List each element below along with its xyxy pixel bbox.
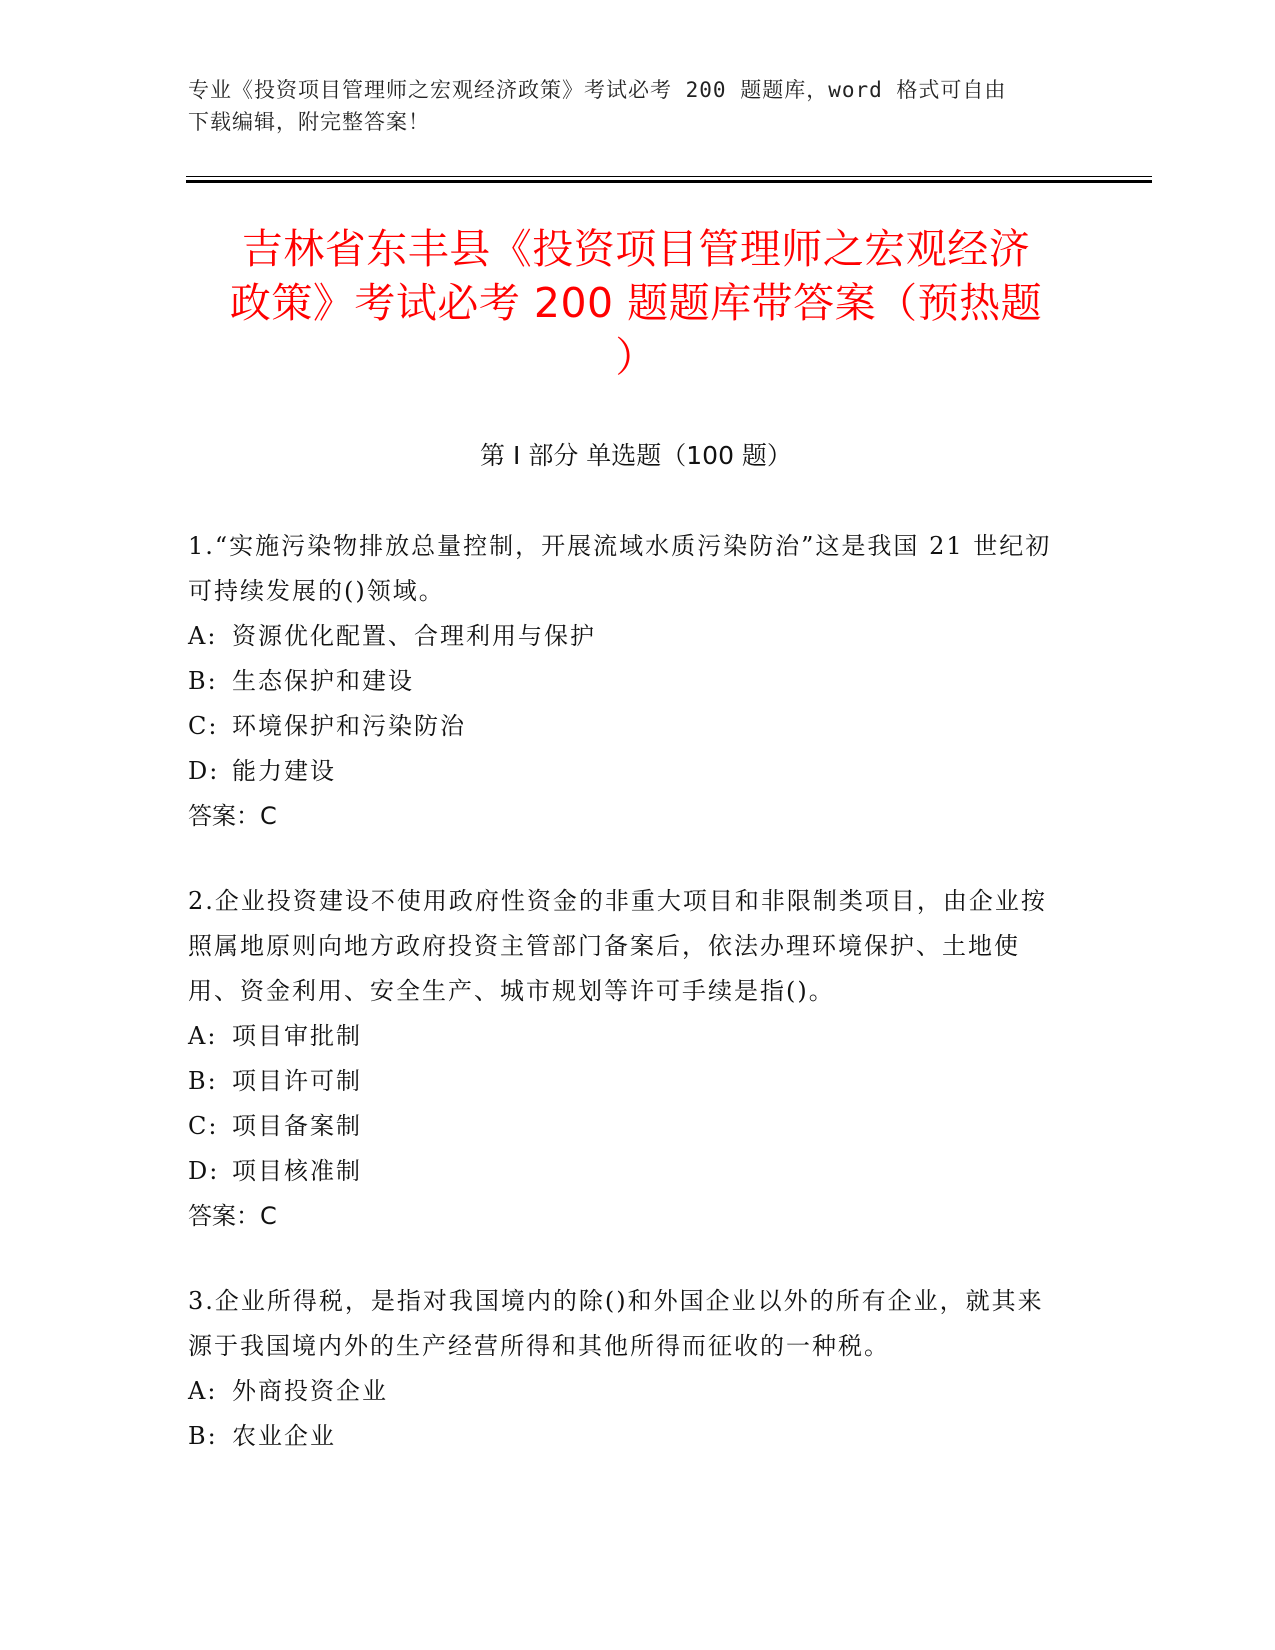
option-letter: B: [188,667,218,695]
option-b [188,659,1068,704]
option-letter: D: [188,1157,220,1185]
option-text: 环境保护和污染防治 [232,712,466,740]
question-stem: 2.企业投资建设不使用政府性资金的非重大项目和非限制类项目，由企业按照属地原则向地方政府投资主管部门备案后，依法办理环境保护、土地使用、资金利用、安全生产、城市规划等许可手续是指()。 [188,887,1047,1005]
option-letter: A: [188,622,218,650]
question-stem: 3.企业所得税，是指对我国境内的除()和外国企业以外的所有企业，就其来源于我国境内外的生产经营所得和其他所得而征收的一种税。 [188,1287,1044,1360]
question-2 [188,879,1068,1239]
header-note-line-1: 专业《投资项目管理师之宏观经济政策》考试必考 200 题题库，word 格式可自由 [188,78,1007,102]
option-a [188,614,1068,659]
header-note-line-2: 下载编辑，附完整答案！ [188,110,430,134]
question-stem: 1.“实施污染物排放总量控制，开展流域水质污染防治”这是我国 21 世纪初可持续发展的()领域。 [188,532,1052,605]
option-text: 项目备案制 [232,1112,362,1140]
option-letter: B: [188,1067,218,1095]
document-title-line-2: 政策》考试必考 200 题题库带答案（预热题 [229,279,1043,327]
option-text: 项目审批制 [232,1022,362,1050]
option-b [188,1414,1068,1459]
section-heading: 第 I 部分 单选题（100 题） [480,441,792,470]
option-letter: A: [188,1022,218,1050]
document-title-line-3: ） [615,333,657,381]
document-title [186,222,1086,384]
option-c [188,704,1068,749]
option-letter: C: [188,712,219,740]
option-text: 项目许可制 [232,1067,362,1095]
header-divider-thick [186,180,1152,183]
option-text: 项目核准制 [232,1157,362,1185]
answer-line: 答案：C [188,1202,277,1230]
question-3 [188,1279,1068,1459]
option-text: 资源优化配置、合理利用与保护 [232,622,596,650]
answer-line: 答案：C [188,802,277,830]
option-d [188,749,1068,794]
option-a [188,1014,1068,1059]
question-list [188,524,1068,1499]
option-d [188,1149,1068,1194]
option-letter: A: [188,1377,218,1405]
option-text: 生态保护和建设 [232,667,414,695]
option-text: 外商投资企业 [232,1377,388,1405]
option-letter: B: [188,1422,218,1450]
option-a [188,1369,1068,1414]
header-divider-thin [186,176,1152,177]
question-1 [188,524,1068,839]
option-letter: D: [188,757,220,785]
document-title-line-1: 吉林省东丰县《投资项目管理师之宏观经济 [241,225,1031,273]
option-letter: C: [188,1112,219,1140]
header-note [188,74,1088,138]
option-text: 能力建设 [232,757,336,785]
option-c [188,1104,1068,1149]
option-text: 农业企业 [232,1422,336,1450]
option-b [188,1059,1068,1104]
